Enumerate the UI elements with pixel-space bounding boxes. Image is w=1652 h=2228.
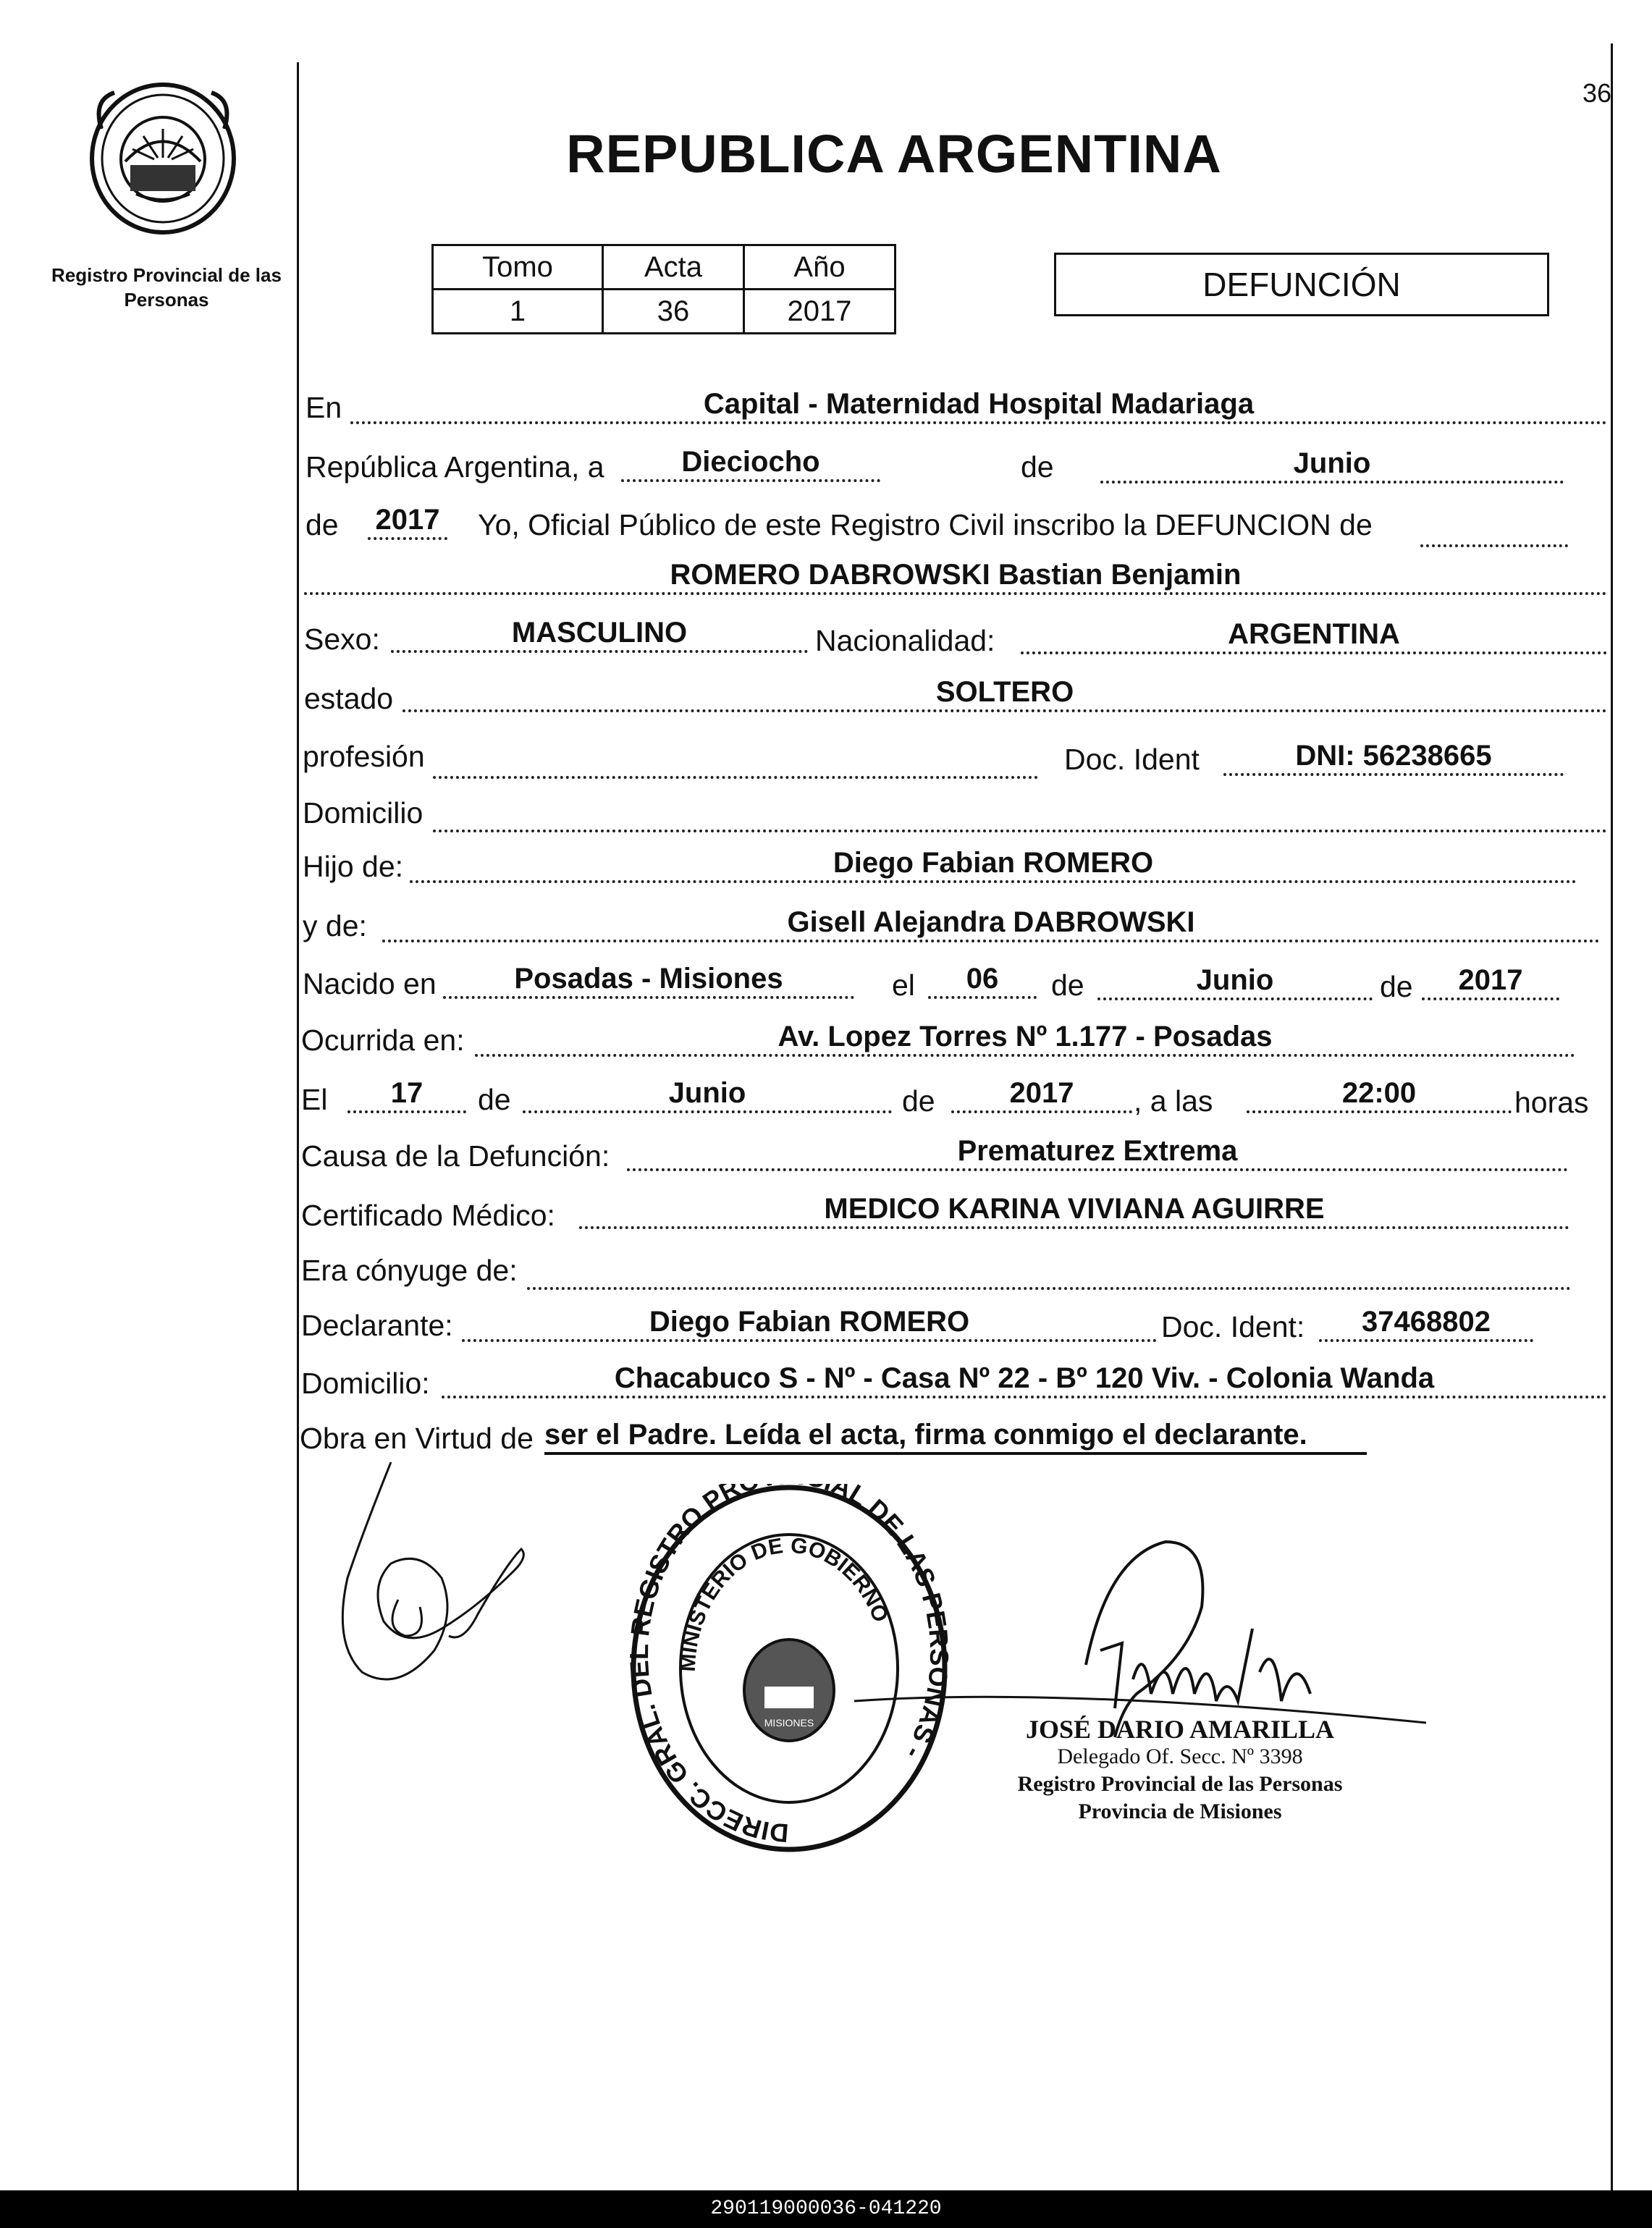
field-year: 2017	[368, 505, 447, 540]
field-el-year: 2017	[951, 1079, 1132, 1113]
page-title: REPUBLICA ARGENTINA	[566, 124, 1222, 184]
label-alas: , a las	[1134, 1084, 1213, 1118]
statement-text: Yo, Oficial Público de este Registro Civil inscribo la DEFUNCION de	[478, 508, 1373, 541]
statement-fill	[1420, 512, 1568, 547]
label-sex: Sexo:	[304, 623, 380, 656]
record-header-acta: Acta	[603, 245, 744, 290]
label-year: de	[305, 508, 339, 541]
field-sex: MASCULINO	[391, 618, 808, 653]
label-en: En	[305, 391, 342, 424]
org-name: Registro Provincial de las Personas	[51, 264, 282, 311]
field-hijo: Diego Fabian ROMERO	[410, 848, 1577, 883]
record-value-tomo: 1	[433, 290, 603, 334]
field-el-day: 17	[347, 1079, 466, 1113]
field-yde: Gisell Alejandra DABROWSKI	[382, 908, 1600, 942]
field-conyuge	[527, 1255, 1571, 1290]
field-nacido-year: 2017	[1422, 966, 1559, 1000]
label-domicilio: Domicilio	[303, 796, 423, 830]
field-el-time: 22:00	[1247, 1079, 1512, 1113]
record-value-year: 2017	[744, 290, 895, 334]
label-yde: y de:	[303, 909, 367, 942]
field-decl-dom: Chacabuco S - Nº - Casa Nº 22 - Bº 120 Viv. - Colonia Wanda	[442, 1364, 1607, 1398]
field-nacido-month: Junio	[1097, 966, 1373, 1000]
label-date: República Argentina, a	[305, 450, 604, 484]
label-hijo: Hijo de:	[303, 850, 404, 883]
field-obra: ser el Padre. Leída el acta, firma conmigo el declarante.	[544, 1420, 1367, 1455]
label-declarante: Declarante:	[301, 1309, 453, 1342]
label-horas: horas	[1514, 1086, 1589, 1119]
field-ocurrida: Av. Lopez Torres Nº 1.177 - Posadas	[475, 1022, 1575, 1057]
label-decl-dom: Domicilio:	[301, 1367, 430, 1400]
record-type: DEFUNCIÓN	[1202, 266, 1401, 303]
document-code: 290119000036-041220	[0, 2190, 1652, 2228]
label-conyuge: Era cónyuge de:	[301, 1254, 518, 1287]
stamp-emblem	[744, 1640, 834, 1741]
left-margin-line	[297, 62, 299, 2190]
label-nationality: Nacionalidad:	[815, 624, 995, 657]
record-type-box	[1054, 253, 1549, 316]
field-date-month: Junio	[1100, 449, 1564, 484]
field-causa: Prematurez Extrema	[627, 1136, 1568, 1171]
signature-block	[963, 1716, 1397, 1826]
label-el-de1: de	[478, 1083, 511, 1116]
province-seal	[85, 78, 240, 239]
label-doc: Doc. Ident	[1064, 743, 1200, 776]
field-declarante: Diego Fabian ROMERO	[462, 1307, 1157, 1342]
label-cert: Certificado Médico:	[301, 1199, 555, 1232]
label-nacido-de2: de	[1380, 970, 1413, 1003]
label-profesion: profesión	[303, 740, 425, 773]
label-date-de: de	[1021, 450, 1054, 484]
record-value-acta: 36	[603, 290, 744, 334]
field-place: Capital - Maternidad Hospital Madariaga	[350, 389, 1607, 424]
label-el: El	[301, 1083, 328, 1116]
label-el-de2: de	[902, 1084, 935, 1118]
field-decl-doc: 37468802	[1319, 1307, 1533, 1342]
field-cert: MEDICO KARINA VIVIANA AGUIRRE	[579, 1194, 1569, 1229]
signatory-name: JOSÉ DARIO AMARILLA	[1025, 1715, 1335, 1744]
label-nacido: Nacido en	[303, 967, 437, 1000]
stamp-emblem-text: MISIONES	[764, 1717, 814, 1729]
field-domicilio	[433, 798, 1607, 832]
field-nationality: ARGENTINA	[1021, 620, 1607, 654]
label-nacido-el: el	[892, 969, 915, 1002]
right-margin-line	[1611, 43, 1613, 2190]
signatory-title: Delegado Of. Secc. Nº 3398	[1057, 1744, 1303, 1768]
field-deceased-name: ROMERO DABROWSKI Bastian Benjamin	[304, 560, 1607, 595]
label-ocurrida: Ocurrida en:	[301, 1024, 465, 1057]
field-el-month: Junio	[523, 1079, 892, 1113]
label-estado: estado	[304, 682, 394, 715]
page-number: 36	[1582, 78, 1611, 108]
record-header-tomo: Tomo	[433, 245, 603, 290]
field-profesion	[433, 744, 1038, 779]
label-obra: Obra en Virtud de	[300, 1422, 534, 1455]
field-date-day: Dieciocho	[621, 447, 880, 482]
stamp-inner-text: MINISTERIO DE GOBIERNO	[675, 1533, 893, 1673]
signatory-province: Provincia de Misiones	[1078, 1799, 1282, 1823]
declarant-signature	[333, 1455, 550, 1705]
record-header-year: Año	[744, 245, 895, 290]
label-nacido-de1: de	[1051, 969, 1084, 1002]
stamp-outer-text: DIRECC. GRAL. DEL REGISTRO PR AL DE LAS PERSONAS -	[623, 1484, 955, 1849]
field-estado: SOLTERO	[403, 678, 1607, 712]
field-nacido-place: Posadas - Misiones	[443, 964, 854, 999]
label-causa: Causa de la Defunción:	[301, 1139, 610, 1173]
label-decl-doc: Doc. Ident:	[1161, 1310, 1305, 1343]
field-doc: DNI: 56238665	[1223, 741, 1564, 776]
signatory-org: Registro Provincial de las Personas	[1017, 1772, 1343, 1796]
record-table	[431, 244, 896, 334]
field-nacido-day: 06	[928, 964, 1037, 999]
